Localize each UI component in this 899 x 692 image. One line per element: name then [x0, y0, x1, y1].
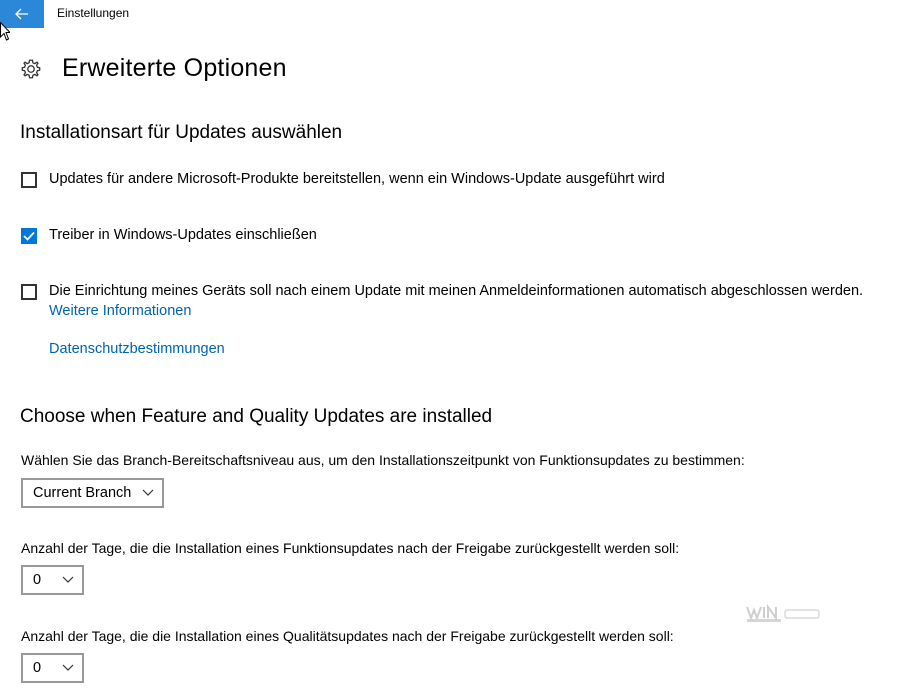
option-auto-signin[interactable] — [21, 283, 863, 301]
back-arrow-icon — [15, 8, 29, 20]
option-include-drivers-label: Treiber in Windows-Updates einschließen — [49, 227, 317, 243]
checkbox-other-products[interactable] — [21, 172, 37, 188]
page-header — [20, 54, 287, 83]
watermark-logo — [745, 604, 821, 626]
feature-defer-value: 0 — [33, 572, 42, 588]
feature-defer-dropdown[interactable] — [21, 565, 84, 595]
option-auto-signin-label: Die Einrichtung meines Geräts soll nach einem Update mit meinen Anmeldeinformationen automatisch abgeschlossen werden. — [49, 283, 864, 299]
feature-section-title: Choose when Feature and Quality Updates are installed — [20, 406, 493, 427]
privacy-link[interactable]: Datenschutzbestimmungen — [49, 341, 225, 357]
mouse-cursor-icon — [0, 22, 10, 42]
window-title: Einstellungen — [57, 6, 130, 20]
option-other-products[interactable] — [21, 171, 665, 189]
branch-dropdown[interactable] — [21, 478, 164, 508]
quality-defer-dropdown[interactable] — [21, 653, 84, 683]
install-section-title: Installationsart für Updates auswählen — [20, 122, 343, 143]
feature-defer-label: Anzahl der Tage, die die Installation eines Funktionsupdates nach der Freigabe zurückgestellt werden soll: — [21, 540, 680, 556]
title-bar — [0, 0, 899, 28]
chevron-down-icon — [142, 489, 154, 497]
branch-dropdown-value: Current Branch — [33, 485, 132, 501]
chevron-down-icon — [62, 576, 74, 584]
option-include-drivers[interactable] — [21, 227, 317, 245]
more-info-link[interactable]: Weitere Informationen — [49, 303, 192, 319]
chevron-down-icon — [62, 664, 74, 672]
checkbox-auto-signin[interactable] — [21, 284, 37, 300]
branch-label: Wählen Sie das Branch-Bereitschaftsniveau aus, um den Installationszeitpunkt von Funktionsupdates zu bestimmen: — [21, 452, 745, 468]
checkbox-include-drivers[interactable] — [21, 228, 37, 244]
page-title: Erweiterte Optionen — [62, 54, 287, 82]
gear-icon — [20, 58, 42, 80]
checkmark-icon — [23, 231, 35, 241]
quality-defer-value: 0 — [33, 660, 42, 676]
quality-defer-label: Anzahl der Tage, die die Installation eines Qualitätsupdates nach der Freigabe zurückgestellt werden soll: — [21, 628, 674, 644]
option-other-products-label: Updates für andere Microsoft-Produkte bereitstellen, wenn ein Windows-Update ausgeführt wird — [49, 171, 665, 187]
